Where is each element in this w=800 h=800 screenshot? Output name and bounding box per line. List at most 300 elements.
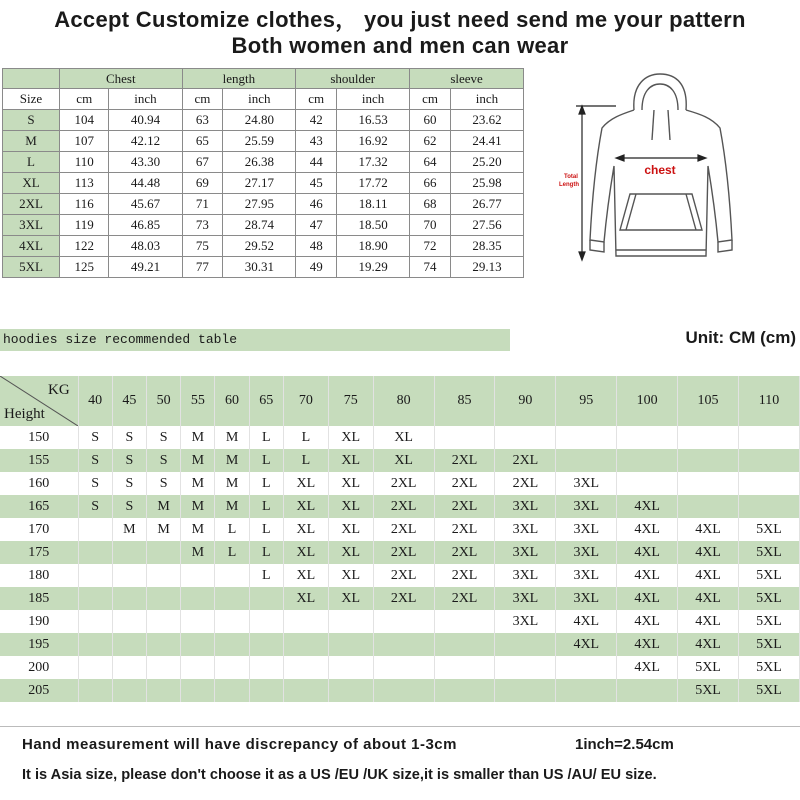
measure-cell: 48 xyxy=(296,236,337,257)
recommended-size-cell: 5XL xyxy=(738,541,799,564)
recommended-size-cell xyxy=(283,679,328,702)
recommended-size-cell xyxy=(78,679,112,702)
size-cell: M xyxy=(3,131,60,152)
recommended-size-cell xyxy=(181,656,215,679)
measure-cell: 44.48 xyxy=(109,173,182,194)
recommended-size-cell xyxy=(617,679,678,702)
recommended-size-cell: 4XL xyxy=(617,564,678,587)
chest-label: chest xyxy=(644,163,676,177)
recommended-size-cell: 2XL xyxy=(373,518,434,541)
recommended-size-cell: 4XL xyxy=(617,495,678,518)
unit-header-cell: cm xyxy=(296,89,337,110)
recommended-size-cell xyxy=(78,610,112,633)
recommended-size-cell xyxy=(181,633,215,656)
measure-cell: 49.21 xyxy=(109,257,182,278)
recommended-size-cell: 2XL xyxy=(434,541,495,564)
recommended-size-cell: 3XL xyxy=(495,564,556,587)
recommended-size-cell: 2XL xyxy=(434,449,495,472)
recommended-size-cell xyxy=(373,610,434,633)
recommended-size-cell: 2XL xyxy=(434,472,495,495)
measure-cell: 67 xyxy=(182,152,223,173)
recommended-size-cell xyxy=(112,679,146,702)
recommended-size-cell xyxy=(434,426,495,449)
recommended-size-cell: L xyxy=(215,518,249,541)
recommended-size-cell: 3XL xyxy=(495,541,556,564)
recommended-size-cell: 3XL xyxy=(556,587,617,610)
recommend-table-banner: hoodies size recommended table xyxy=(0,329,510,351)
recommended-size-cell xyxy=(78,564,112,587)
recommended-size-cell xyxy=(283,633,328,656)
recommended-size-cell xyxy=(328,610,373,633)
weight-header-cell: 55 xyxy=(181,376,215,426)
recommended-size-cell: L xyxy=(283,426,328,449)
recommended-size-cell xyxy=(678,472,739,495)
height-cell: 195 xyxy=(0,633,78,656)
recommended-size-cell xyxy=(78,518,112,541)
measure-cell: 45.67 xyxy=(109,194,182,215)
weight-header-cell: 85 xyxy=(434,376,495,426)
asia-size-note: It is Asia size, please don't choose it as a US /EU /UK size,it is smaller than US /AU/ EU size. xyxy=(22,767,657,783)
measure-cell: 27.95 xyxy=(223,194,296,215)
recommended-size-cell xyxy=(249,633,283,656)
measure-cell: 17.32 xyxy=(337,152,410,173)
measure-cell: 46 xyxy=(296,194,337,215)
size-cell: 4XL xyxy=(3,236,60,257)
recommended-size-cell xyxy=(112,564,146,587)
size-row xyxy=(3,236,524,257)
measure-cell: 29.52 xyxy=(223,236,296,257)
recommended-size-cell xyxy=(283,656,328,679)
recommended-size-cell: S xyxy=(78,449,112,472)
measure-cell: 16.92 xyxy=(337,131,410,152)
measure-cell: 107 xyxy=(60,131,109,152)
recommended-size-cell xyxy=(146,633,180,656)
height-row xyxy=(0,587,800,610)
height-row xyxy=(0,518,800,541)
recommended-size-cell xyxy=(112,633,146,656)
recommended-size-cell: 4XL xyxy=(556,610,617,633)
measure-cell: 125 xyxy=(60,257,109,278)
size-cell: 2XL xyxy=(3,194,60,215)
recommended-size-cell xyxy=(434,633,495,656)
recommended-size-cell xyxy=(146,679,180,702)
size-cell: XL xyxy=(3,173,60,194)
recommended-size-cell: M xyxy=(112,518,146,541)
weight-header-cell: 50 xyxy=(146,376,180,426)
recommended-size-cell xyxy=(738,495,799,518)
recommended-size-cell xyxy=(678,426,739,449)
size-cell: L xyxy=(3,152,60,173)
recommended-size-cell: 3XL xyxy=(495,610,556,633)
height-cell: 175 xyxy=(0,541,78,564)
weight-header-cell: 60 xyxy=(215,376,249,426)
recommended-size-cell: XL xyxy=(283,587,328,610)
length-label: Length xyxy=(559,182,579,188)
height-cell: 200 xyxy=(0,656,78,679)
recommended-size-cell xyxy=(328,656,373,679)
recommended-size-cell xyxy=(215,610,249,633)
measure-cell: 77 xyxy=(182,257,223,278)
group-header-shoulder: shoulder xyxy=(296,69,410,89)
size-row xyxy=(3,131,524,152)
measure-cell: 60 xyxy=(410,110,451,131)
measure-cell: 17.72 xyxy=(337,173,410,194)
measure-cell: 24.80 xyxy=(223,110,296,131)
recommended-size-cell: 5XL xyxy=(738,518,799,541)
recommended-size-cell: 4XL xyxy=(678,541,739,564)
recommended-size-cell: 3XL xyxy=(495,518,556,541)
height-cell: 205 xyxy=(0,679,78,702)
measure-cell: 69 xyxy=(182,173,223,194)
recommended-size-cell xyxy=(181,564,215,587)
unit-header-cell: inch xyxy=(223,89,296,110)
recommended-size-cell: 5XL xyxy=(738,610,799,633)
measure-cell: 26.77 xyxy=(450,194,523,215)
recommended-size-cell: S xyxy=(146,426,180,449)
recommended-size-cell: XL xyxy=(283,495,328,518)
size-column-header: Size xyxy=(3,89,60,110)
measure-cell: 104 xyxy=(60,110,109,131)
recommended-size-cell: 4XL xyxy=(678,518,739,541)
group-header-sleeve: sleeve xyxy=(410,69,524,89)
height-row xyxy=(0,679,800,702)
recommended-size-cell: M xyxy=(215,449,249,472)
total-label: Total xyxy=(564,174,578,180)
recommended-size-cell: M xyxy=(215,472,249,495)
height-row xyxy=(0,656,800,679)
recommended-size-cell xyxy=(249,679,283,702)
measure-cell: 28.74 xyxy=(223,215,296,236)
recommended-size-cell: L xyxy=(249,495,283,518)
measure-cell: 122 xyxy=(60,236,109,257)
weight-header-cell: 70 xyxy=(283,376,328,426)
recommended-size-cell: L xyxy=(249,472,283,495)
recommended-size-cell: M xyxy=(181,449,215,472)
recommended-size-cell: XL xyxy=(283,472,328,495)
recommended-size-cell: 5XL xyxy=(738,587,799,610)
recommended-size-cell: 4XL xyxy=(678,610,739,633)
recommended-size-cell: 5XL xyxy=(738,679,799,702)
recommended-size-cell: 4XL xyxy=(617,610,678,633)
recommended-size-cell: S xyxy=(78,495,112,518)
recommended-size-cell: M xyxy=(181,472,215,495)
weight-header-cell: 65 xyxy=(249,376,283,426)
recommended-size-cell: M xyxy=(146,518,180,541)
recommended-size-cell xyxy=(146,610,180,633)
height-cell: 165 xyxy=(0,495,78,518)
measure-cell: 116 xyxy=(60,194,109,215)
recommended-size-cell: S xyxy=(112,472,146,495)
recommended-size-cell: S xyxy=(112,426,146,449)
recommended-size-cell: 2XL xyxy=(373,564,434,587)
unit-header-cell: inch xyxy=(450,89,523,110)
recommended-size-cell: S xyxy=(146,449,180,472)
recommended-size-cell xyxy=(434,656,495,679)
measure-cell: 18.50 xyxy=(337,215,410,236)
measure-cell: 70 xyxy=(410,215,451,236)
measure-cell: 62 xyxy=(410,131,451,152)
recommended-size-cell: 4XL xyxy=(617,656,678,679)
measure-cell: 29.13 xyxy=(450,257,523,278)
height-row xyxy=(0,472,800,495)
measure-cell: 26.38 xyxy=(223,152,296,173)
size-cell: 5XL xyxy=(3,257,60,278)
recommended-size-cell xyxy=(328,679,373,702)
recommended-size-cell: 4XL xyxy=(678,587,739,610)
recommended-size-cell xyxy=(738,449,799,472)
recommended-size-cell xyxy=(78,587,112,610)
size-row xyxy=(3,194,524,215)
recommended-size-cell xyxy=(495,633,556,656)
recommended-size-cell: 3XL xyxy=(556,564,617,587)
recommended-size-cell: M xyxy=(181,495,215,518)
recommended-size-cell: 4XL xyxy=(556,633,617,656)
recommended-size-cell: 2XL xyxy=(434,564,495,587)
recommended-size-cell: M xyxy=(181,426,215,449)
measure-cell: 68 xyxy=(410,194,451,215)
height-label: Height xyxy=(4,406,45,422)
measure-cell: 30.31 xyxy=(223,257,296,278)
height-cell: 160 xyxy=(0,472,78,495)
weight-header-row xyxy=(0,376,800,426)
height-row xyxy=(0,426,800,449)
recommended-size-cell: 5XL xyxy=(678,679,739,702)
recommended-size-cell: XL xyxy=(328,426,373,449)
size-row xyxy=(3,257,524,278)
recommended-size-cell: M xyxy=(146,495,180,518)
recommended-size-cell xyxy=(495,679,556,702)
recommended-size-cell: 2XL xyxy=(434,495,495,518)
recommended-size-cell: S xyxy=(78,426,112,449)
recommended-size-cell: 4XL xyxy=(617,518,678,541)
measure-cell: 63 xyxy=(182,110,223,131)
measure-cell: 65 xyxy=(182,131,223,152)
measure-cell: 27.17 xyxy=(223,173,296,194)
height-row xyxy=(0,564,800,587)
recommended-size-cell xyxy=(617,449,678,472)
recommended-size-cell: XL xyxy=(328,518,373,541)
recommended-size-cell xyxy=(617,426,678,449)
measure-cell: 19.29 xyxy=(337,257,410,278)
unit-header-cell: cm xyxy=(410,89,451,110)
recommended-size-cell xyxy=(78,656,112,679)
recommended-size-cell: XL xyxy=(283,541,328,564)
recommended-size-cell xyxy=(556,679,617,702)
height-cell: 150 xyxy=(0,426,78,449)
recommended-size-cell: M xyxy=(215,495,249,518)
recommended-size-cell xyxy=(112,587,146,610)
headline-customize: Accept Customize clothes， you just need send me your pattern xyxy=(54,7,746,32)
unit-header-cell: cm xyxy=(182,89,223,110)
headline-unisex: Both women and men can wear xyxy=(231,33,569,58)
measure-cell: 72 xyxy=(410,236,451,257)
measure-cell: 48.03 xyxy=(109,236,182,257)
weight-header-cell: 40 xyxy=(78,376,112,426)
unit-header-cell: inch xyxy=(109,89,182,110)
recommended-size-cell: XL xyxy=(328,587,373,610)
height-cell: 190 xyxy=(0,610,78,633)
recommended-size-cell xyxy=(373,656,434,679)
recommended-size-cell: XL xyxy=(328,541,373,564)
recommended-size-cell: 2XL xyxy=(373,587,434,610)
recommended-size-cell: 4XL xyxy=(617,587,678,610)
recommended-size-cell xyxy=(556,449,617,472)
weight-header-cell: 95 xyxy=(556,376,617,426)
recommended-size-cell: XL xyxy=(328,495,373,518)
recommended-size-cell: 3XL xyxy=(556,495,617,518)
size-table-unit-header xyxy=(3,89,524,110)
measure-cell: 23.62 xyxy=(450,110,523,131)
size-table-group-header xyxy=(3,69,524,89)
discrepancy-note: Hand measurement will have discrepancy of about 1-3cm xyxy=(22,736,457,753)
measure-cell: 64 xyxy=(410,152,451,173)
recommended-size-cell xyxy=(146,541,180,564)
height-cell: 155 xyxy=(0,449,78,472)
recommended-size-cell: 3XL xyxy=(556,541,617,564)
recommended-size-cell: XL xyxy=(328,564,373,587)
recommended-size-cell xyxy=(678,495,739,518)
measure-cell: 42 xyxy=(296,110,337,131)
table-corner xyxy=(0,376,78,426)
length-arrow xyxy=(576,106,616,260)
recommended-size-cell xyxy=(249,587,283,610)
height-cell: 170 xyxy=(0,518,78,541)
recommended-size-cell xyxy=(181,679,215,702)
footer-notes xyxy=(0,726,800,800)
measure-cell: 44 xyxy=(296,152,337,173)
weight-header-cell: 100 xyxy=(617,376,678,426)
weight-header-cell: 110 xyxy=(738,376,799,426)
recommended-size-cell xyxy=(146,587,180,610)
measure-cell: 18.11 xyxy=(337,194,410,215)
measure-cell: 71 xyxy=(182,194,223,215)
recommended-size-cell xyxy=(249,656,283,679)
recommended-size-cell xyxy=(146,564,180,587)
recommended-size-cell xyxy=(78,633,112,656)
measure-cell: 42.12 xyxy=(109,131,182,152)
recommended-size-cell: M xyxy=(181,541,215,564)
unit-label: Unit: CM (cm) xyxy=(685,328,796,347)
recommended-size-cell: S xyxy=(146,472,180,495)
height-row xyxy=(0,541,800,564)
recommended-size-cell: XL xyxy=(283,518,328,541)
recommended-size-cell xyxy=(373,679,434,702)
recommended-size-cell: XL xyxy=(373,449,434,472)
recommended-size-cell xyxy=(112,656,146,679)
measure-cell: 110 xyxy=(60,152,109,173)
recommended-size-cell: 4XL xyxy=(617,633,678,656)
recommended-size-table xyxy=(0,376,800,702)
recommended-size-cell xyxy=(373,633,434,656)
kg-label: KG xyxy=(48,382,70,398)
measure-cell: 66 xyxy=(410,173,451,194)
recommended-size-cell xyxy=(249,610,283,633)
recommended-size-cell: XL xyxy=(283,564,328,587)
measure-cell: 46.85 xyxy=(109,215,182,236)
size-row xyxy=(3,215,524,236)
recommended-size-cell xyxy=(738,426,799,449)
recommended-size-cell xyxy=(181,587,215,610)
recommended-size-cell xyxy=(495,426,556,449)
measure-cell: 75 xyxy=(182,236,223,257)
recommended-size-cell xyxy=(556,656,617,679)
measure-cell: 45 xyxy=(296,173,337,194)
size-cell: 3XL xyxy=(3,215,60,236)
recommended-size-cell: 2XL xyxy=(373,472,434,495)
measure-cell: 25.98 xyxy=(450,173,523,194)
height-cell: 180 xyxy=(0,564,78,587)
weight-header-cell: 105 xyxy=(678,376,739,426)
recommended-size-cell xyxy=(215,633,249,656)
recommended-size-cell: 4XL xyxy=(678,633,739,656)
recommended-size-cell xyxy=(181,610,215,633)
recommended-size-cell xyxy=(215,679,249,702)
recommended-size-cell: XL xyxy=(328,472,373,495)
measure-cell: 16.53 xyxy=(337,110,410,131)
recommended-size-cell: L xyxy=(249,541,283,564)
recommended-size-cell: 5XL xyxy=(738,633,799,656)
group-header-length: length xyxy=(182,69,296,89)
size-table-corner xyxy=(3,69,60,89)
recommended-size-cell xyxy=(617,472,678,495)
recommended-size-cell: 2XL xyxy=(434,518,495,541)
recommended-size-cell xyxy=(215,656,249,679)
weight-header-cell: 45 xyxy=(112,376,146,426)
measure-cell: 43.30 xyxy=(109,152,182,173)
size-row xyxy=(3,110,524,131)
recommended-size-cell xyxy=(328,633,373,656)
recommended-size-cell xyxy=(678,449,739,472)
measure-cell: 113 xyxy=(60,173,109,194)
hoodie-measurement-diagram xyxy=(556,70,756,270)
unit-header-cell: inch xyxy=(337,89,410,110)
recommended-size-cell: 5XL xyxy=(678,656,739,679)
measure-cell: 24.41 xyxy=(450,131,523,152)
recommended-size-cell: 4XL xyxy=(617,541,678,564)
measure-cell: 25.59 xyxy=(223,131,296,152)
recommended-size-cell: 3XL xyxy=(495,495,556,518)
recommended-size-cell: XL xyxy=(328,449,373,472)
measure-cell: 74 xyxy=(410,257,451,278)
group-header-chest: Chest xyxy=(60,69,183,89)
recommended-size-cell xyxy=(112,610,146,633)
size-row xyxy=(3,173,524,194)
height-row xyxy=(0,633,800,656)
recommended-size-cell xyxy=(434,610,495,633)
measure-cell: 28.35 xyxy=(450,236,523,257)
recommended-size-cell: 5XL xyxy=(738,564,799,587)
recommended-size-cell xyxy=(146,656,180,679)
recommended-size-cell: 2XL xyxy=(434,587,495,610)
measure-cell: 40.94 xyxy=(109,110,182,131)
size-cell: S xyxy=(3,110,60,131)
height-row xyxy=(0,610,800,633)
recommended-size-cell: L xyxy=(249,564,283,587)
recommended-size-cell: 3XL xyxy=(556,472,617,495)
recommended-size-cell: L xyxy=(283,449,328,472)
recommended-size-cell: S xyxy=(112,449,146,472)
recommended-size-cell: L xyxy=(249,518,283,541)
measure-cell: 47 xyxy=(296,215,337,236)
weight-header-cell: 75 xyxy=(328,376,373,426)
recommended-size-cell xyxy=(283,610,328,633)
recommended-size-cell xyxy=(78,541,112,564)
recommended-size-cell: S xyxy=(78,472,112,495)
measure-cell: 43 xyxy=(296,131,337,152)
recommended-size-cell: M xyxy=(181,518,215,541)
weight-header-cell: 90 xyxy=(495,376,556,426)
measure-cell: 25.20 xyxy=(450,152,523,173)
